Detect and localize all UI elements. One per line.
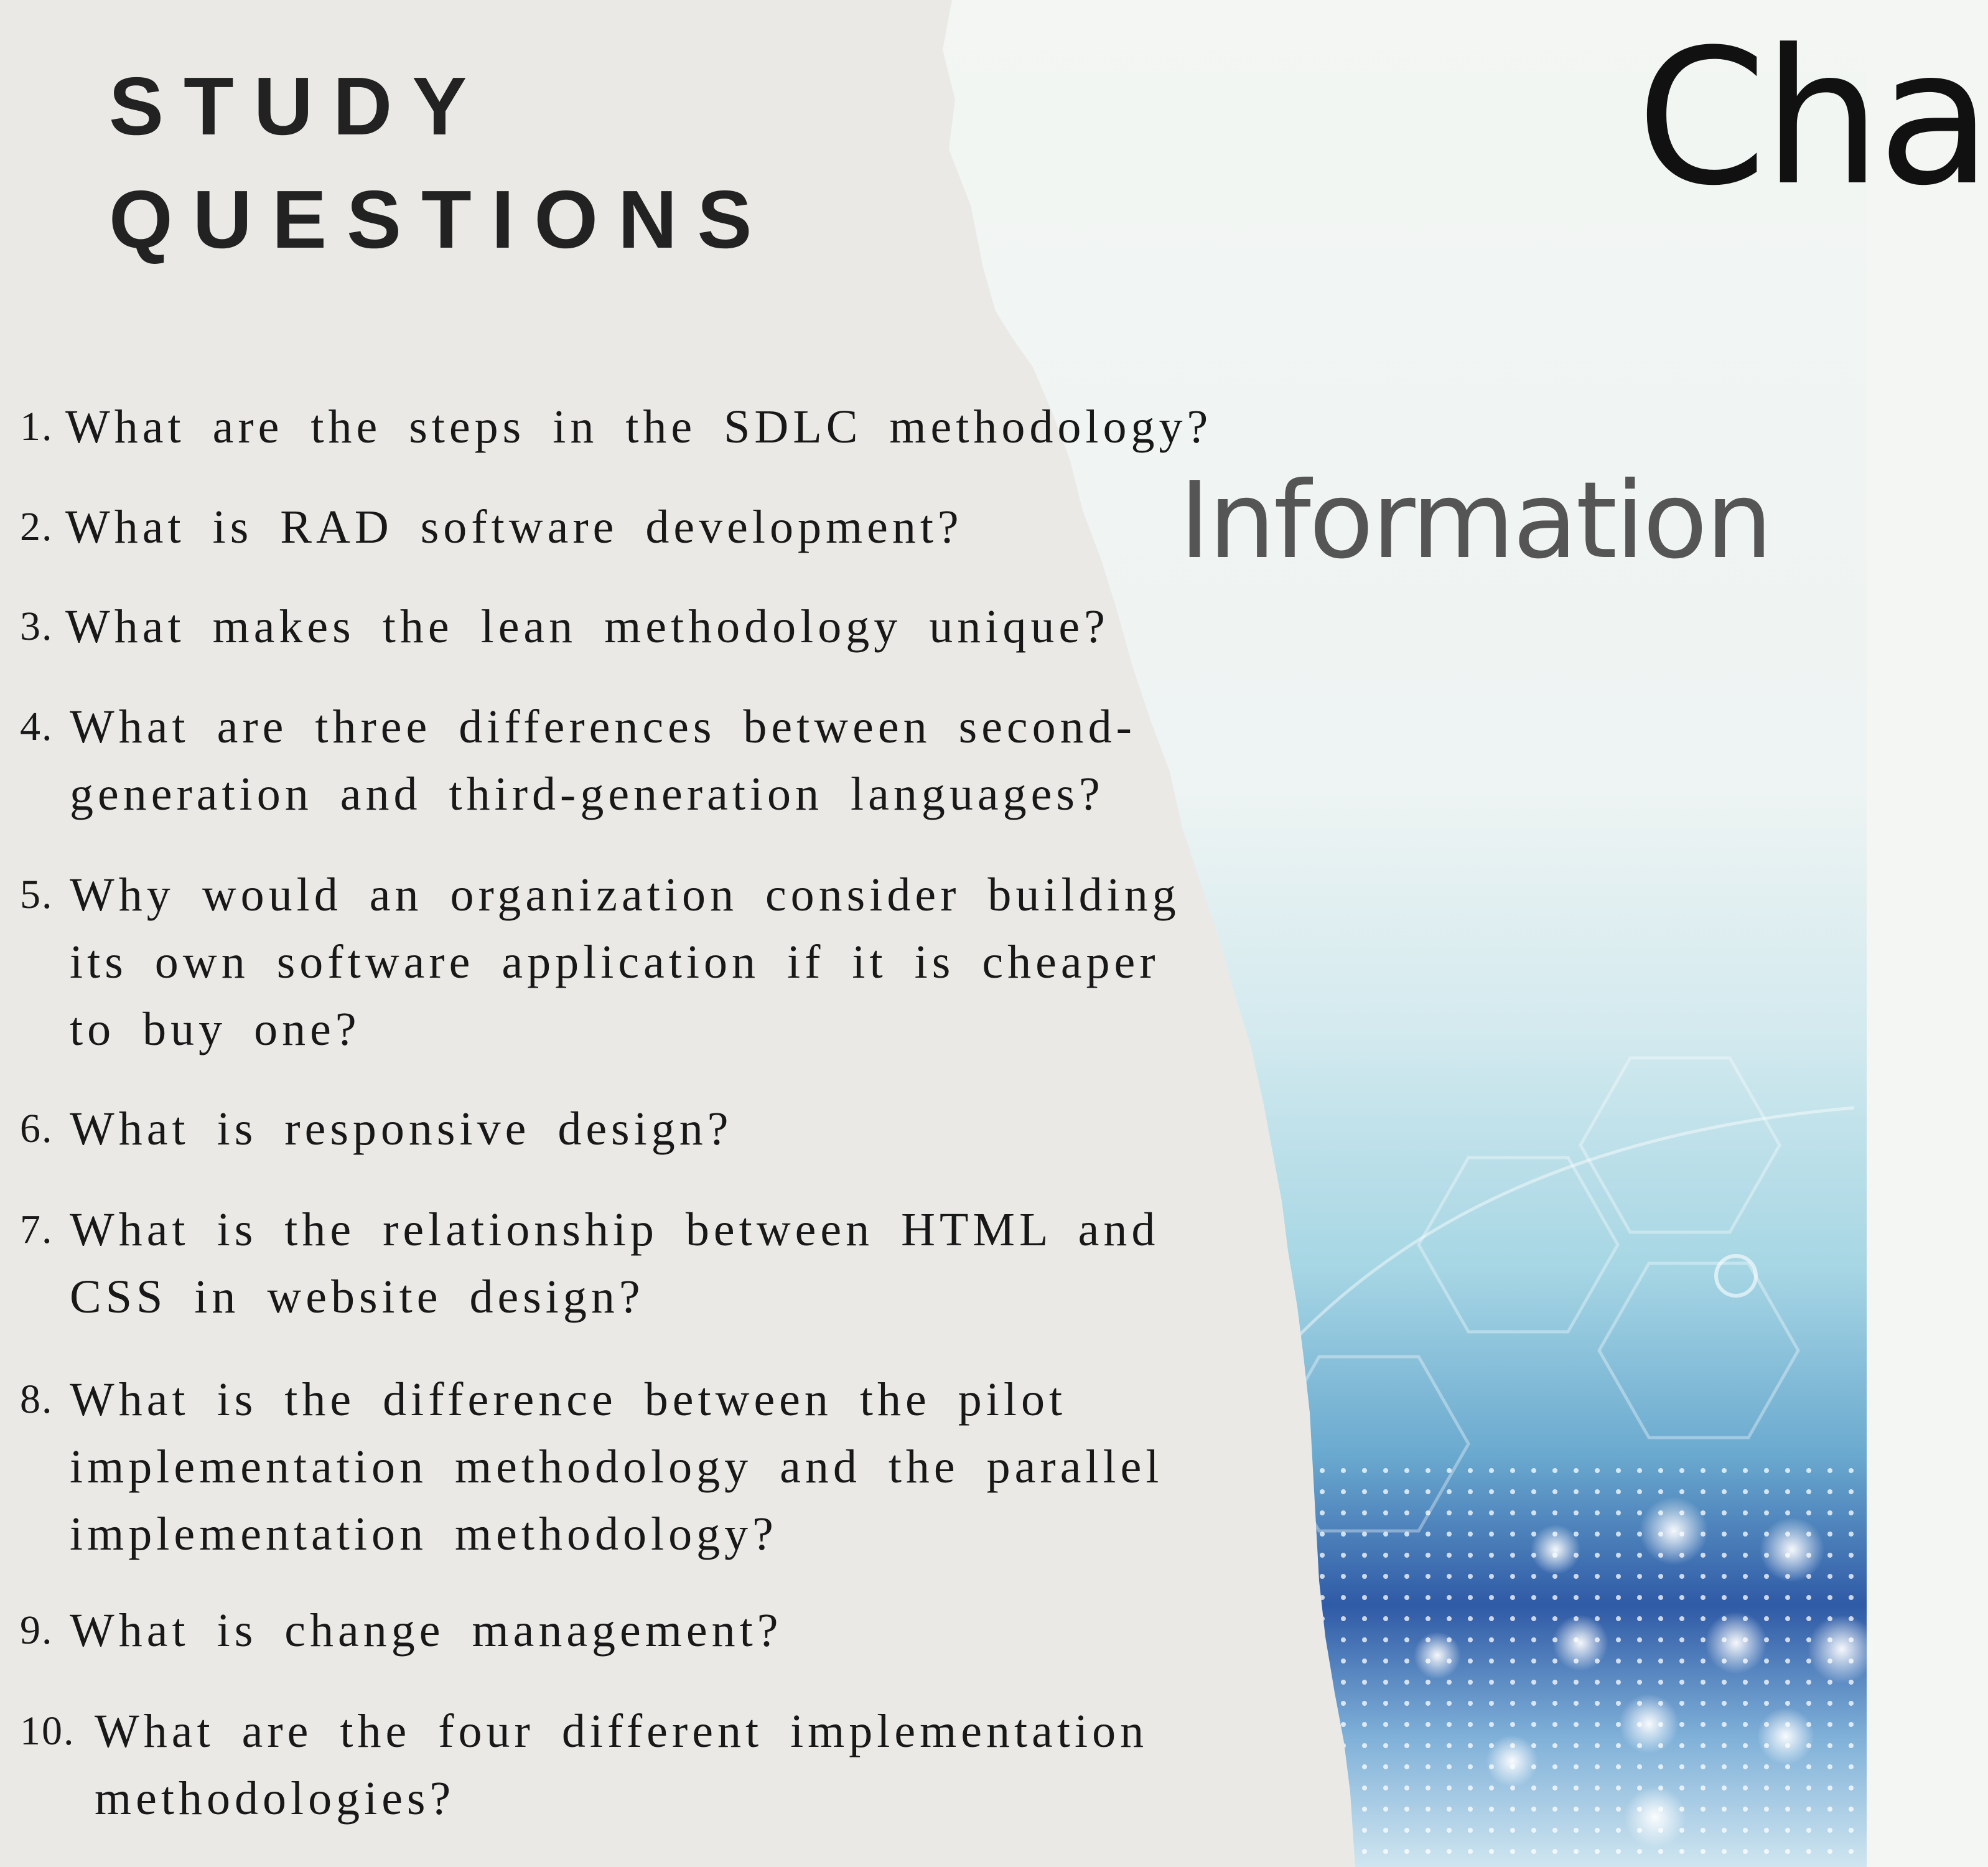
question-number: 7. bbox=[20, 1207, 54, 1252]
question-text bbox=[20, 1597, 782, 1664]
question-text bbox=[20, 1698, 1148, 1832]
question-text bbox=[20, 1095, 732, 1163]
question-item bbox=[20, 693, 1136, 828]
question-item bbox=[20, 861, 1180, 1063]
question-line: What is RAD software development? bbox=[65, 501, 963, 553]
question-number: 8. bbox=[20, 1377, 54, 1422]
question-text bbox=[20, 1196, 1159, 1331]
question-item bbox=[20, 1698, 1148, 1832]
question-item bbox=[20, 593, 1109, 660]
question-number: 5. bbox=[20, 872, 54, 917]
question-line: generation and third-generation languages? bbox=[70, 768, 1104, 820]
question-line: What is the difference between the pilot bbox=[70, 1373, 1067, 1426]
question-number: 6. bbox=[20, 1106, 54, 1151]
question-number: 9. bbox=[20, 1607, 54, 1653]
question-item bbox=[20, 1597, 782, 1664]
question-item bbox=[20, 1366, 1164, 1568]
question-item bbox=[20, 1095, 732, 1163]
question-line: Why would an organization consider building bbox=[70, 869, 1180, 921]
question-text bbox=[20, 494, 963, 561]
slide-subtitle: Information bbox=[1179, 459, 1771, 583]
question-line: methodologies? bbox=[95, 1772, 455, 1825]
question-item bbox=[20, 1196, 1159, 1331]
question-item bbox=[20, 393, 1212, 461]
question-line: implementation methodology? bbox=[70, 1508, 778, 1560]
question-text bbox=[20, 861, 1180, 1063]
question-text bbox=[20, 593, 1109, 660]
question-number: 1. bbox=[20, 404, 54, 449]
question-number: 3. bbox=[20, 604, 54, 649]
question-line: What are the steps in the SDLC methodology? bbox=[65, 401, 1213, 453]
question-line: implementation methodology and the parallel bbox=[70, 1441, 1164, 1493]
question-line: What makes the lean methodology unique? bbox=[65, 601, 1109, 653]
question-line: CSS in website design? bbox=[70, 1271, 645, 1323]
question-line: What is responsive design? bbox=[70, 1103, 733, 1155]
question-line: What are the four different implementation bbox=[95, 1705, 1149, 1757]
question-number: 4. bbox=[20, 704, 54, 749]
question-number: 10. bbox=[20, 1708, 75, 1754]
heading-line: QUESTIONS bbox=[109, 174, 772, 265]
question-line: to buy one? bbox=[70, 1003, 361, 1055]
slide-title: Cha bbox=[1636, 9, 1988, 227]
question-line: its own software application if it is cheaper bbox=[70, 936, 1160, 988]
question-line: What is change management? bbox=[70, 1604, 783, 1657]
question-text bbox=[20, 1366, 1164, 1568]
question-text bbox=[20, 693, 1136, 828]
question-line: What are three differences between second- bbox=[70, 701, 1136, 753]
question-text bbox=[20, 393, 1212, 461]
question-line: What is the relationship between HTML and bbox=[70, 1204, 1160, 1256]
heading-line: STUDY bbox=[109, 60, 487, 152]
question-item bbox=[20, 494, 963, 561]
question-number: 2. bbox=[20, 504, 54, 550]
